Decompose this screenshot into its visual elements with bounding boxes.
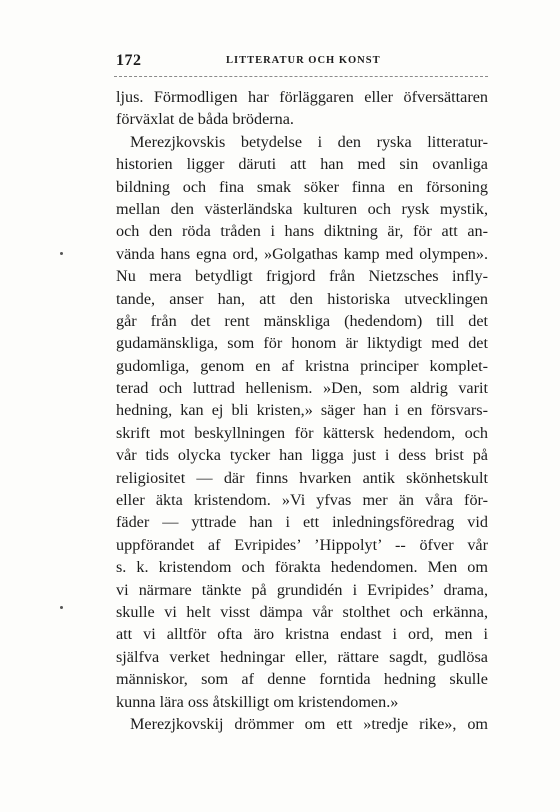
text-line: förväxlat de båda bröderna. — [116, 110, 294, 129]
text-line: historien ligger däruti att han med sin ovanliga — [116, 155, 488, 174]
text-line: terad och luttrad hellenism. »Den, som aldrig varit — [116, 379, 488, 398]
text-line: vi närmare tänkte på grundidén i Evripides’ drama, — [116, 580, 488, 599]
page-number: 172 — [116, 52, 142, 69]
text-line: eller äkta kristendom. »Vi yfvas mer än våra för- — [116, 491, 488, 510]
margin-dot — [60, 252, 63, 255]
text-line: gudomliga, genom en af kristna principer komplet- — [116, 356, 488, 375]
margin-dot — [60, 606, 63, 609]
text-line: Merezjkovskis betydelse i den ryska litteratur- — [130, 132, 488, 151]
text-line: vända hans egna ord, »Golgathas kamp med olympen». — [116, 244, 488, 263]
text-line: Merezjkovskij drömmer om ett »tredje rike», om — [130, 714, 488, 733]
text-line: går från det rent mänskliga (hedendom) till det — [116, 311, 488, 330]
header-rule — [114, 76, 488, 77]
text-line: uppförandet af Evripides’ ’Hippolyt’ -- öfver vår — [116, 535, 488, 554]
text-line: Nu mera betydligt frigjord från Nietzsches infly- — [116, 267, 488, 286]
text-line: tande, anser han, att den historiska utvecklingen — [116, 289, 488, 308]
text-line: att vi alltför ofta äro kristna endast i ord, men i — [116, 625, 488, 644]
text-line: s. k. kristendom och förakta hedendomen. Men om — [116, 558, 488, 577]
text-line: fäder — yttrade han i ett inledningsföredrag vid — [116, 513, 488, 532]
text-line: kunna lära oss åtskilligt om kristendomen.» — [116, 692, 399, 711]
page-header — [106, 52, 488, 74]
text-line: mellan den västerländska kulturen och rysk mystik, — [116, 199, 488, 218]
text-line: själfva verket hedningar eller, rättare sagdt, gudlösa — [116, 647, 488, 666]
text-line: bildning och fina smak söker finna en försoning — [116, 177, 488, 196]
body-text — [116, 86, 488, 735]
text-line: religiositet — där finns hvarken antik skönhetskult — [116, 468, 488, 487]
text-line: ljus. Förmodligen har förläggaren eller öfversättaren — [116, 88, 488, 106]
text-line: skrift mot beskyllningen för kättersk hedendom, och — [116, 423, 488, 442]
running-title: LITTERATUR OCH KONST — [226, 55, 381, 66]
text-line: skulle vi helt visst dämpa vår stolthet och erkänna, — [116, 602, 488, 621]
text-line: gudamänskliga, som för honom är liktydigt med det — [116, 334, 488, 353]
text-line: människor, som af denne forntida hedning skulle — [116, 670, 488, 689]
text-line: hedning, kan ej bli kristen,» säger han i en försvars- — [116, 401, 488, 420]
text-line: och den röda tråden i hans diktning är, för att an- — [116, 222, 488, 241]
text-line: vår tids olycka tycker han ligga just i dess brist på — [116, 446, 488, 465]
